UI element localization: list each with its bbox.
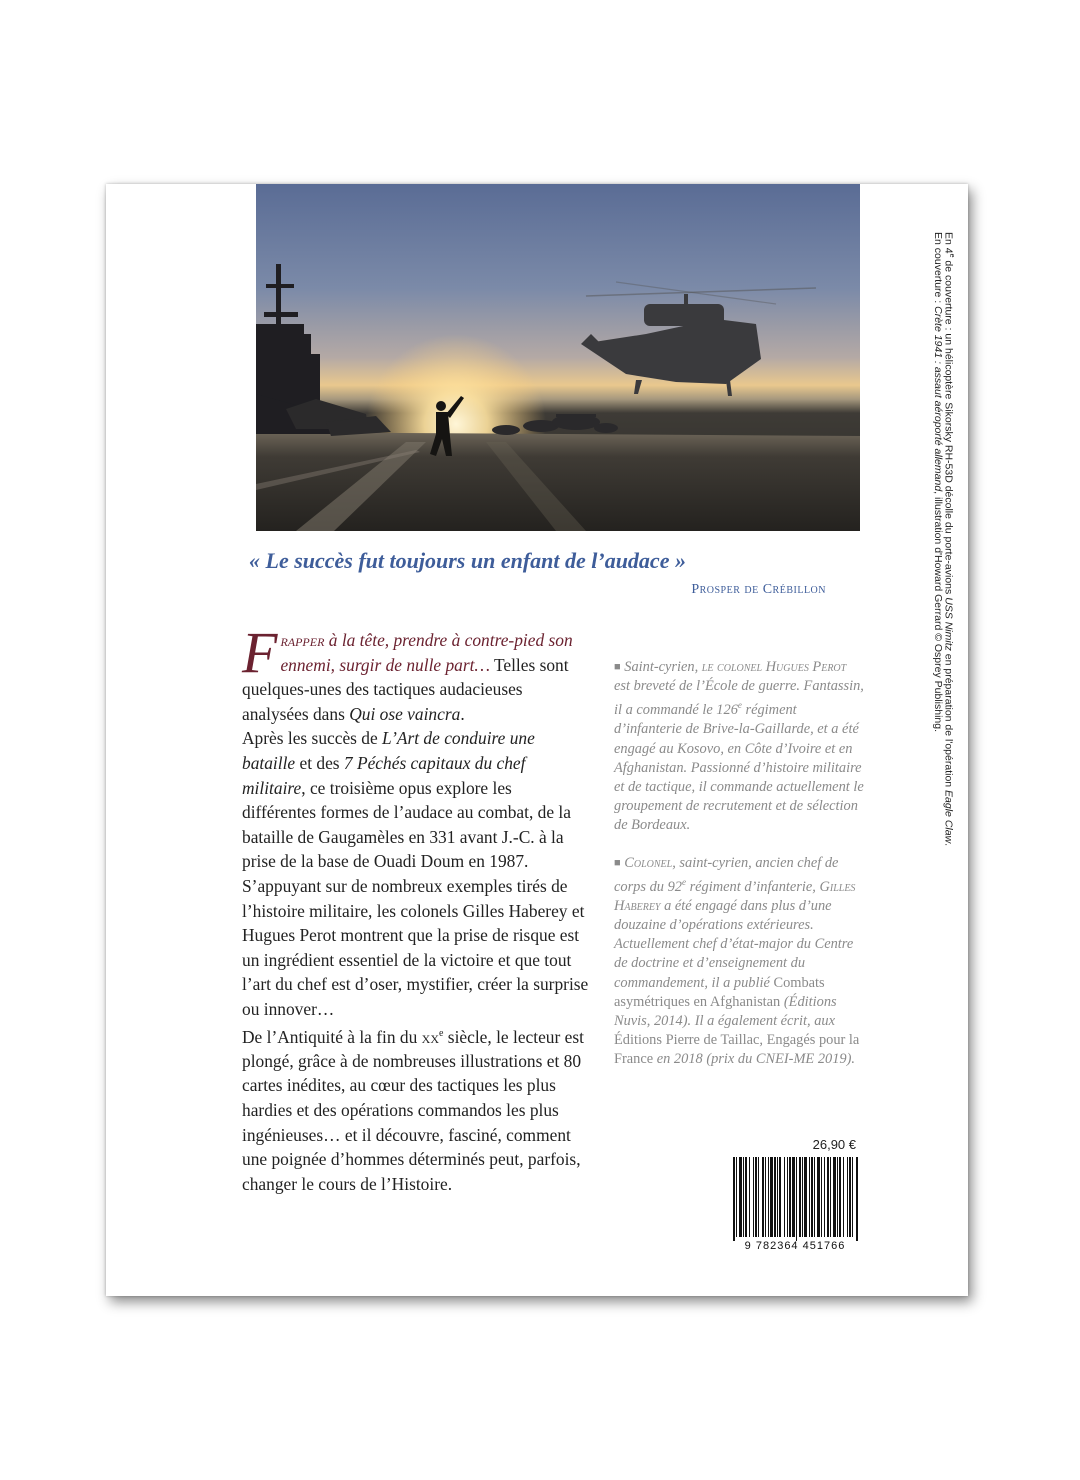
barcode-bar [779, 1157, 781, 1237]
barcode-bar [856, 1157, 858, 1241]
blurb-paragraph-2: Après les succès de L’Art de conduire une bataille et des 7 Péchés capitaux du chef militaire, ce troisième opus explore les différentes formes de l’audace au combat, de la bataille de Gaugamèles en 331 avant J.-C. à la prise de la base de Ouadi Doum en 1987. S’appuyant sur de nombreux exemples tirés de l’histoire militaire, les colonels Gilles Haberey et Hugues Perot montrent que la prise de risque est un ingrédient essentiel de la victoire et que tout l’art du chef est d’oser, mystifier, créer la surprise ou innover… [242, 728, 589, 1019]
epigraph-quote: « Le succès fut toujours un enfant de l’audace » [249, 548, 686, 573]
bio-gilles-haberey: ■ Colonel, saint-cyrien, ancien chef de corps du 92e régiment d’infanterie, Gilles Haberey a été engagé dans plus d’une douzaine d’opérations extérieures. Actuellement chef d’état-major du Centre de doctrine et d’enseignement du commandement, il a publié Combats asymétriques en Afghanistan (Éditions Nuvis, 2014). Il a également écrit, aux Éditions Pierre de Taillac, Engagés pour la France en 2018 (prix du CNEI-ME 2019). [614, 854, 860, 1068]
barcode-bar [849, 1157, 851, 1237]
barcode-bar [824, 1157, 825, 1237]
barcode-bar [837, 1157, 838, 1237]
barcode-bar [743, 1157, 744, 1237]
barcode-bar [774, 1157, 776, 1237]
price-label: 26,90 € [812, 1137, 856, 1152]
isbn-number: 9 782364 451766 [744, 1240, 846, 1252]
barcode-bar [852, 1157, 853, 1237]
barcode-bar [821, 1157, 822, 1237]
barcode-bar [847, 1157, 848, 1237]
barcode-bar [765, 1157, 766, 1237]
cover-credit-line1: En couverture : Crète 1941 : assaut aéroporté allemand, illustration d'Howard Gerrard © Osprey Publishing. [932, 232, 944, 733]
cover-credit-line2: En 4e de couverture : un hélicoptère Sikorsky RH-53D décolle du porte-avions USS Nimitz en préparation de l'opération Eagle Claw. [942, 232, 955, 847]
dropcap: F [242, 620, 278, 685]
barcode-bar [843, 1157, 844, 1237]
barcode-bar [784, 1157, 785, 1237]
barcode-bar [787, 1157, 788, 1237]
barcode-bar [789, 1157, 791, 1237]
blurb-text [242, 620, 590, 1196]
back-cover [106, 184, 968, 1296]
barcode-bar [755, 1157, 757, 1237]
barcode-bar [839, 1157, 841, 1237]
barcode-bar [833, 1157, 836, 1237]
barcode-bar [739, 1157, 742, 1237]
barcode-bar [753, 1157, 754, 1237]
barcode-bar [770, 1157, 773, 1237]
bio-hugues-perot: ■ Saint-cyrien, le colonel Hugues Perot est breveté de l’École de guerre. Fantassin, il a commandé le 126e régiment d’infanterie de Brive-la-Gaillarde, et a été engagé au Kosovo, en Côte d’Ivoire et en Afghanistan. Passionné d’histoire militaire et de tactique, il commande actuellement le groupement de recrutement et de sélection de Bordeaux. [614, 659, 864, 834]
barcode-bar [762, 1157, 764, 1237]
barcode-bar [736, 1157, 737, 1237]
barcode-bar [804, 1157, 807, 1237]
barcode-bar [814, 1157, 815, 1237]
barcode-bar [802, 1157, 803, 1237]
isbn-barcode [732, 1157, 860, 1241]
epigraph-author: Prosper de Crébillon [691, 582, 826, 597]
barcode-bar [792, 1157, 795, 1237]
barcode-bar [830, 1157, 831, 1237]
barcode-bar [745, 1157, 747, 1237]
blurb-paragraph-3: De l’Antiquité à la fin du $xx^e$ siècle, le lecteur est plongé, grâce à de nombreuses illustrations et 80 cartes inédites, au cœur des tactiques les plus hardies et des opérations commandos les plus ingénieuses… et il découvre, fasciné, comment une poignée d’hommes déterminés peut, parfois, changer le cours de l’Histoire. [242, 1026, 584, 1194]
barcode-bar [817, 1157, 820, 1237]
barcode-bar [796, 1157, 797, 1241]
barcode-bar [749, 1157, 750, 1237]
barcode-bar [809, 1157, 810, 1237]
author-bios [614, 658, 864, 1088]
helicopter-carrier-photo [256, 184, 860, 531]
barcode-bar [811, 1157, 813, 1237]
barcode-bar [733, 1157, 735, 1241]
barcode-bar [768, 1157, 769, 1237]
barcode-bar [758, 1157, 759, 1237]
blurb-lead: rapper à la tête, prendre à contre-pied son ennemi, surgir de nulle part… [280, 630, 573, 675]
cover-credit [928, 232, 960, 847]
barcode-bar [827, 1157, 829, 1237]
barcode-bar [777, 1157, 778, 1237]
blurb-paragraph-1: Frapper à la tête, prendre à contre-pied son ennemi, surgir de nulle part… Telles sont quelques-unes des tactiques audacieuses analysées dans Qui ose vaincra. [242, 620, 573, 724]
barcode-bar [799, 1157, 801, 1237]
